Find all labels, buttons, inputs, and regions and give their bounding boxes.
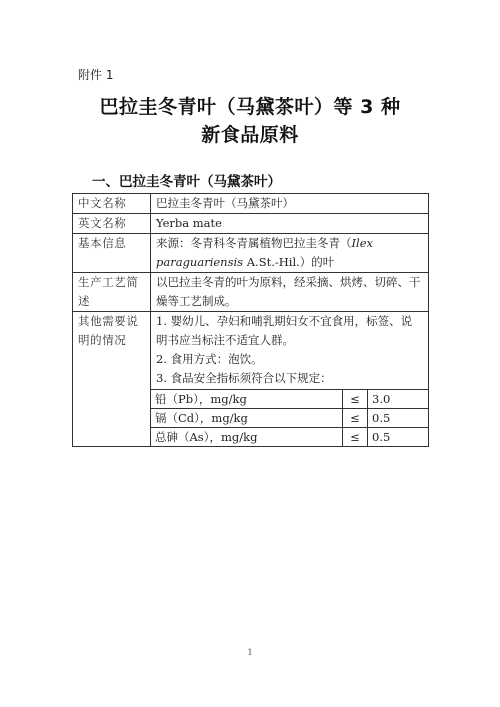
spec-row [151, 409, 428, 428]
spec-item: 镉（Cd），mg/kg [151, 409, 343, 428]
page-number: 1 [247, 648, 253, 657]
source-suffix: ）的叶 [299, 255, 335, 269]
table-row [73, 312, 429, 447]
row-label-process: 生产工艺简述 [73, 273, 151, 312]
document-title-line2: 新食品原料 [201, 124, 299, 146]
row-label-basic-info: 基本信息 [73, 234, 151, 273]
author-citation: A.St.-Hil. [243, 255, 300, 269]
row-value-other [151, 312, 429, 447]
spec-item: 总砷（As），mg/kg [151, 428, 343, 447]
row-value-basic-info [151, 234, 429, 273]
table-row [73, 214, 429, 234]
table-row [73, 234, 429, 273]
spec-item: 铅（Pb），mg/kg [151, 390, 343, 409]
row-label-english-name: 英文名称 [73, 214, 151, 234]
attachment-label: 附件 1 [78, 68, 114, 82]
spec-operator: ≤ [343, 390, 368, 409]
spec-operator: ≤ [343, 428, 368, 447]
section-heading: 一、巴拉圭冬青叶（马黛茶叶） [92, 174, 281, 190]
row-value-process: 以巴拉圭冬青的叶为原料，经采摘、烘烤、切碎、干燥等工艺制成。 [151, 273, 429, 312]
spec-value: 0.5 [368, 409, 429, 428]
note-3: 3. 食品安全指标须符合以下规定： [156, 371, 332, 385]
latin-name: Ilex paraguariensis [156, 236, 374, 269]
ingredient-info-table [72, 193, 429, 447]
spec-value: 3.0 [368, 390, 429, 409]
spec-operator: ≤ [343, 409, 368, 428]
table-row [73, 273, 429, 312]
spec-value: 0.5 [368, 428, 429, 447]
row-value-chinese-name: 巴拉圭冬青叶（马黛茶叶） [151, 194, 429, 214]
note-2: 2. 食用方式：泡饮。 [156, 352, 263, 366]
row-value-english-name: Yerba mate [151, 214, 429, 234]
note-1: 1. 婴幼儿、孕妇和哺乳期妇女不宜食用，标签、说明书应当标注不适宜人群。 [156, 314, 413, 347]
row-label-chinese-name: 中文名称 [73, 194, 151, 214]
spec-row [151, 428, 428, 447]
spec-row [151, 390, 428, 409]
source-prefix: 来源：冬青科冬青属植物巴拉圭冬青（ [156, 236, 352, 250]
document-title-line1: 巴拉圭冬青叶（马黛茶叶）等 3 种 [99, 96, 401, 118]
table-row [73, 194, 429, 214]
row-label-other: 其他需要说明的情况 [73, 312, 151, 447]
safety-spec-table [151, 389, 428, 446]
